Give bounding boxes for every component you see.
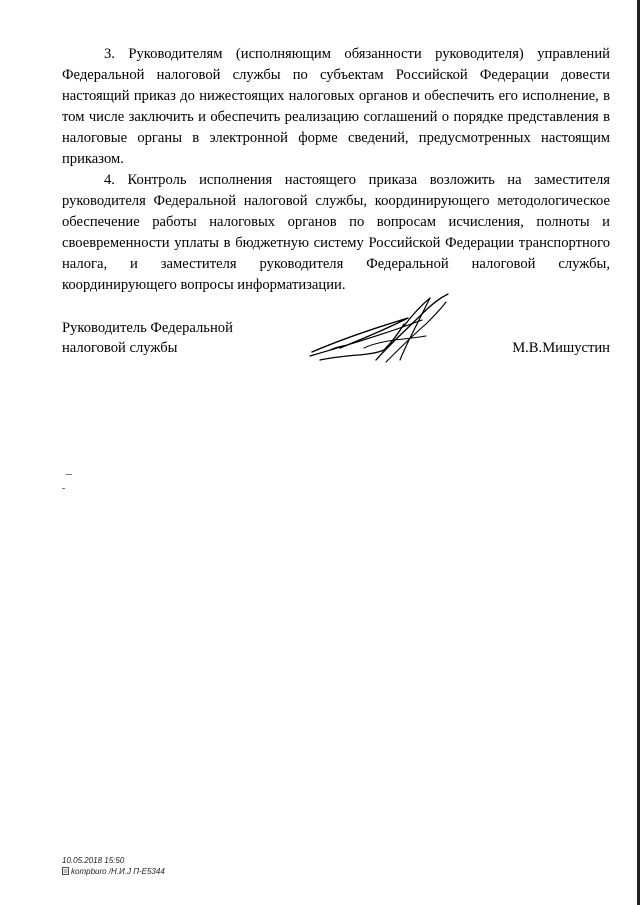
signatory-title-line-1: Руководитель Федеральной: [62, 320, 233, 336]
document-body: [62, 44, 610, 296]
footer-file-line: [62, 866, 165, 877]
signatory-name: М.В.Мишустин: [512, 340, 610, 356]
scan-speck: [62, 488, 65, 489]
paragraph-4: 4. Контроль исполнения настоящего приказа возложить на заместителя руководителя Федеральной налоговой службы, координирующего методологическое обеспечение работы налоговых органов по вопросам исчисления, полноты и своевременности уплаты в бюджетную систему Российской Федерации транспортного налога, и заместителя руководителя Федеральной налоговой службы, координирующего вопросы информатизации.: [62, 172, 610, 293]
footer-timestamp: 10.05.2018 15:50: [62, 856, 125, 865]
signatory-title-line-2: налоговой службы: [62, 340, 178, 356]
paragraph-3: 3. Руководителям (исполняющим обязанности руководителя) управлений Федеральной налоговой службы по субъектам Российской Федерации довести настоящий приказ до нижестоящих налоговых органов и обеспечить его исполнение, в том числе заключить и обеспечить реализацию соглашений о порядке представления в налоговые органы в электронной форме сведений, предусмотренных настоящим приказом.: [62, 46, 610, 167]
footer-stamp: [62, 855, 165, 877]
handwritten-signature: [300, 290, 460, 370]
file-icon: [62, 867, 69, 875]
scan-speck: [66, 474, 72, 475]
signatory-title: [62, 318, 233, 358]
footer-file-ref: kompburo /Н.И.J П-Е5344: [71, 867, 165, 876]
